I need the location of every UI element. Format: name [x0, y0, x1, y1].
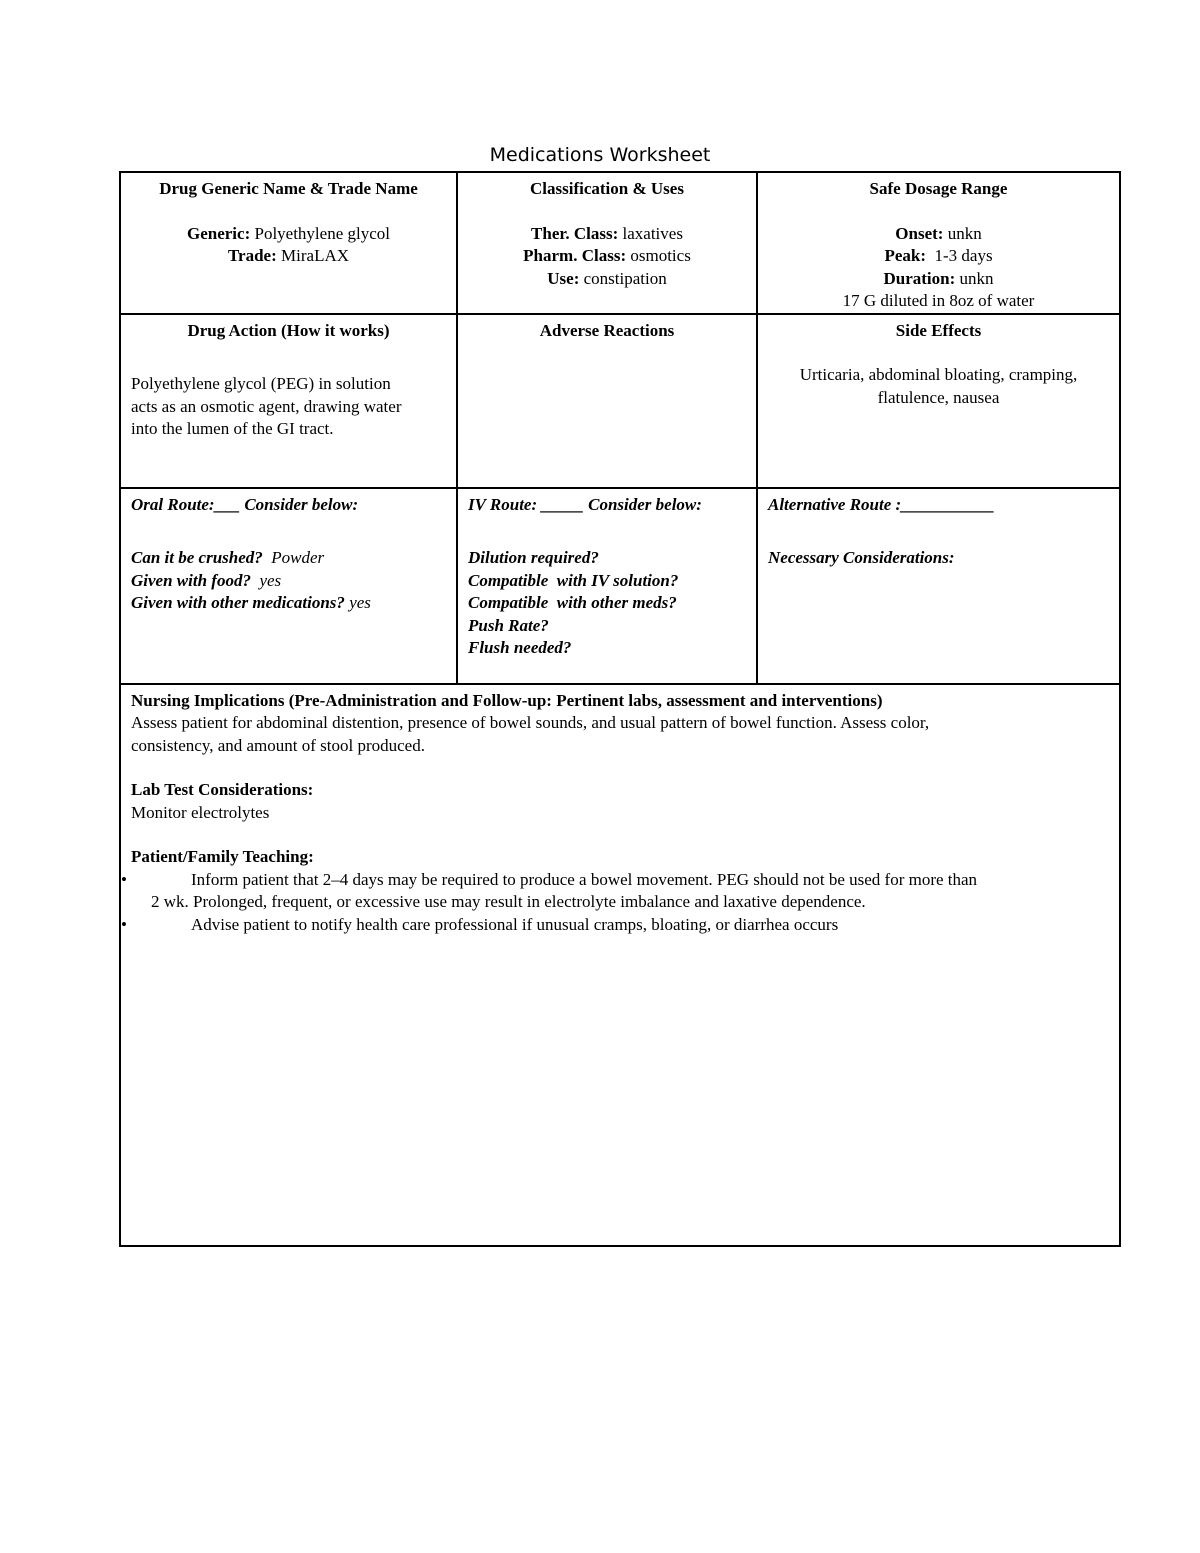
food-question: Given with food? yes: [131, 570, 282, 590]
nursing-implications-cell: [120, 684, 1120, 1246]
lab-test-text: Monitor electrolytes: [131, 802, 270, 822]
worksheet-title: Medications Worksheet: [489, 144, 711, 166]
crushed-question: Can it be crushed? Powder: [131, 548, 325, 567]
drug-info-row: [120, 172, 1120, 314]
side-effects-line: Urticaria, abdominal bloating, cramping,: [799, 365, 1078, 384]
iv-question: Flush needed?: [468, 638, 572, 657]
iv-question: Push Rate?: [468, 615, 549, 635]
bullet-icon: •: [121, 869, 127, 889]
route-row: [120, 488, 1120, 684]
teaching-header: Patient/Family Teaching:: [131, 847, 314, 866]
teaching-item-line: Inform patient that 2–4 days may be required to produce a bowel movement. PEG should not be used for more than: [191, 869, 978, 889]
drug-action-line: into the lumen of the GI tract.: [131, 419, 334, 438]
iv-question: Compatible with IV solution?: [468, 570, 679, 590]
teaching-list: [121, 869, 1109, 937]
dose-note: 17 G diluted in 8oz of water: [842, 291, 1035, 310]
nursing-implications-header: Nursing Implications (Pre-Administration and Follow-up: Pertinent labs, assessment and interventions): [131, 690, 883, 710]
drug-name-header: Drug Generic Name & Trade Name: [159, 179, 418, 198]
teaching-item-line: 2 wk. Prolonged, frequent, or excessive use may result in electrolyte imbalance and laxative dependence.: [151, 892, 866, 911]
action-row: [120, 314, 1120, 488]
drug-action-header: Drug Action (How it works): [187, 320, 390, 340]
oral-route-header: Oral Route:___ Consider below:: [131, 494, 359, 514]
side-effects-header: Side Effects: [895, 320, 982, 340]
drug-action-line: acts as an osmotic agent, drawing water: [131, 396, 402, 416]
list-item: [121, 914, 1109, 937]
classification-cell: [457, 172, 757, 314]
adverse-reactions-header: Adverse Reactions: [539, 320, 675, 340]
oral-route-cell: [120, 488, 457, 684]
dosage-cell: [757, 172, 1120, 314]
iv-route-cell: [457, 488, 757, 684]
medications-question: Given with other medications? yes: [131, 593, 371, 612]
nursing-row: [120, 684, 1120, 1246]
peak: Peak: 1-3 days: [884, 246, 993, 265]
teaching-item-line: Advise patient to notify health care professional if unusual cramps, bloating, or diarrhea occurs: [191, 914, 839, 934]
dosage-header: Safe Dosage Range: [869, 179, 1008, 198]
alternative-route-header: Alternative Route :___________: [768, 494, 995, 514]
adverse-reactions-cell: [457, 314, 757, 488]
bullet-icon: •: [121, 914, 127, 934]
drug-use: Use: constipation: [547, 268, 667, 288]
generic-name: Generic: Polyethylene glycol: [186, 223, 390, 243]
lab-test-header: Lab Test Considerations:: [131, 780, 314, 799]
trade-name: Trade: MiraLAX: [227, 246, 350, 265]
drug-name-cell: [120, 172, 457, 314]
necessary-considerations: Necessary Considerations:: [768, 548, 955, 567]
drug-action-cell: [120, 314, 457, 488]
medications-worksheet-table: [119, 171, 1121, 1247]
list-item: [121, 869, 1109, 914]
alternative-route-cell: [757, 488, 1120, 684]
classification-header: Classification & Uses: [530, 179, 684, 198]
pharmacologic-class: Pharm. Class: osmotics: [523, 246, 691, 265]
onset: Onset: unkn: [895, 223, 982, 243]
therapeutic-class: Ther. Class: laxatives: [531, 223, 683, 243]
side-effects-line: flatulence, nausea: [877, 387, 1000, 407]
nursing-implications-line: consistency, and amount of stool produced.: [131, 735, 425, 755]
nursing-implications-line: Assess patient for abdominal distention, presence of bowel sounds, and usual pattern of bowel function. Assess color,: [131, 713, 930, 732]
iv-route-header: IV Route: _____ Consider below:: [468, 494, 702, 514]
drug-action-line: Polyethylene glycol (PEG) in solution: [131, 374, 391, 393]
iv-question: Dilution required?: [468, 548, 599, 567]
iv-question: Compatible with other meds?: [468, 593, 677, 612]
duration: Duration: unkn: [883, 268, 994, 288]
side-effects-cell: [757, 314, 1120, 488]
